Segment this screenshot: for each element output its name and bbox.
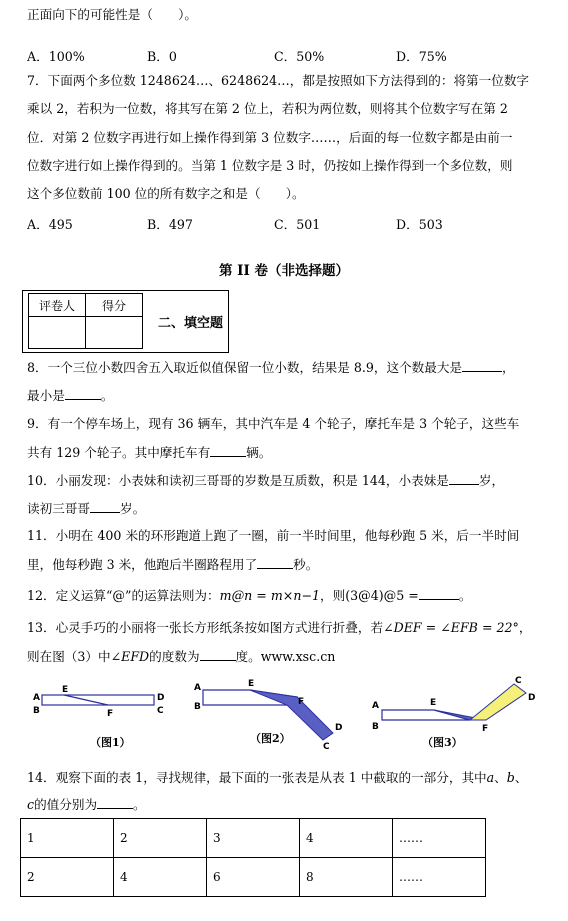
q10-blank-2[interactable] (90, 499, 120, 513)
q9-text: 共有 129 个轮子。其中摩托车有 (27, 445, 211, 460)
fig1-label-d: D (157, 693, 165, 703)
fig3-label-e: E (430, 698, 437, 708)
fig2-label-f: F (298, 697, 305, 707)
q14-blank[interactable] (97, 795, 133, 809)
fig3-yellow-part (470, 684, 526, 720)
q12-text: 12．定义运算“@”的运算法则为： (27, 588, 220, 603)
q14-text: 14．观察下面的表 1，寻找规律，最下面的一张表是从表 1 中截取的一部分，其中 (27, 770, 487, 785)
q13-line (27, 647, 335, 666)
q7-line: 位数字进行如上操作得到的。当第 1 位数字是 3 时，仍按如上操作得到一个多位数，则 (27, 158, 513, 173)
score-table (28, 293, 143, 349)
q14-end: 。 (133, 797, 146, 812)
q7-options (27, 214, 547, 232)
q9-end: 辆。 (246, 445, 272, 460)
q7-line: 7．下面两个多位数 1248624…、6248624…，都是按照如下方法得到的：将第一位数字 (27, 73, 530, 88)
q7-line: 乘以 2，若积为一位数，将其写在第 2 位上，若积为两位数，则将其个位数字写在第 2 (27, 101, 508, 116)
q6-option-b: B．0 (147, 49, 177, 64)
q7-option-a: A．495 (27, 217, 73, 232)
figure-2-caption: （图2） (250, 732, 291, 745)
q13-text: 13．心灵手巧的小丽将一张长方形纸条按如图方式进行折叠，若 (27, 620, 384, 635)
q14-var-b: b (506, 770, 515, 785)
q12-end: 。 (458, 588, 472, 603)
q6-option-a: A．100% (27, 49, 85, 64)
fig1-label-b: B (33, 706, 40, 716)
fig1-label-e: E (62, 685, 69, 695)
q8-line (27, 358, 515, 377)
table-cell: …… (393, 819, 486, 858)
q12-expression: (3@4)@5 = (345, 588, 419, 603)
q8-text: 8．一个三位小数四舍五入取近似值保留一位小数，结果是 8.9，这个数最大是 (27, 360, 463, 375)
q11-line: 11．小明在 400 米的环形跑道上跑了一圈，前一半时间里，他每秒跑 5 米，后一半时间 (27, 528, 520, 543)
q7-option-d: D．503 (396, 217, 443, 232)
figure-1 (33, 685, 164, 719)
score-cell-grader[interactable] (29, 317, 86, 349)
q6-stem-tail: 正面向下的可能性是（ ）。 (27, 7, 198, 22)
q10-text-2: 读初三哥哥 (27, 501, 90, 516)
q8-sep: ， (502, 360, 515, 375)
q8-line (27, 386, 113, 405)
table-1 (20, 818, 486, 897)
q14-var-a: a (486, 770, 495, 785)
table-cell: 4 (114, 858, 207, 897)
q11-blank[interactable] (257, 555, 293, 569)
q14-var-c: c (27, 797, 35, 812)
table-cell: 1 (21, 819, 114, 858)
table-cell: 6 (207, 858, 300, 897)
figure-3-caption: （图3） (422, 736, 463, 749)
q13-line (27, 619, 531, 637)
q12-formula: m@n = m×n−1 (219, 588, 320, 603)
q12-blank[interactable] (419, 586, 459, 600)
q10-unit-1: 岁， (478, 473, 505, 488)
q11-text: 里，他每秒跑 3 米，他跑后半圈路程用了 (27, 557, 258, 572)
fig1-label-f: F (107, 709, 114, 719)
q13-sep: ， (518, 620, 532, 635)
figure-1-caption: （图1） (90, 736, 131, 749)
q14-line (27, 795, 146, 814)
q7-line: 这个多位数前 100 位的所有数字之和是（ ）。 (27, 186, 305, 201)
q13-end: 度。www.xsc.cn (235, 649, 336, 664)
fig3-label-b: B (372, 722, 379, 732)
fig3-label-a: A (372, 701, 379, 711)
table-cell: …… (393, 858, 486, 897)
table-cell: 3 (207, 819, 300, 858)
section-title: 第 II 卷（非选择题） (218, 263, 350, 279)
table-row (21, 858, 486, 897)
q13-text-3: 的度数为 (149, 649, 200, 664)
q13-blank[interactable] (200, 647, 236, 661)
table-cell: 2 (21, 858, 114, 897)
q9-line (27, 443, 271, 462)
q10-text: 10．小丽发现：小表妹和读初三哥哥的岁数是互质数，积是 144，小表妹是 (27, 473, 449, 488)
fig2-label-b: B (194, 702, 201, 712)
q8-text-min: 最小是 (27, 388, 65, 403)
score-header-score: 得分 (86, 294, 143, 317)
q13-angle: ∠DEF = ∠EFB = 22° (383, 620, 519, 635)
q10-blank-1[interactable] (449, 471, 479, 485)
q12-text-2: ，则 (320, 588, 346, 603)
score-cell-score[interactable] (86, 317, 143, 349)
fig1-label-a: A (33, 693, 40, 703)
fig2-label-c: C (323, 742, 330, 750)
fill-in-section-title: 二、填空题 (158, 316, 224, 331)
q14-line (27, 769, 527, 787)
q11-end: 秒。 (293, 557, 319, 572)
q9-line: 9．有一个停车场上，现有 36 辆车，其中汽车是 4 个轮子，摩托车是 3 个轮子，这些车 (27, 416, 520, 431)
q14-sep-1: 、 (494, 770, 507, 785)
q9-blank[interactable] (210, 443, 246, 457)
q14-text-2: 的值分别为 (34, 797, 98, 812)
q13-text-2: 则在图（3）中 (27, 649, 111, 664)
fig1-strip (42, 695, 154, 705)
fig1-label-c: C (157, 706, 164, 716)
table-cell: 4 (300, 819, 393, 858)
table-cell: 2 (114, 819, 207, 858)
fig2-label-a: A (194, 683, 201, 693)
fig3-label-d: D (528, 693, 536, 703)
fig2-label-e: E (248, 679, 255, 689)
fig3-label-c: C (515, 676, 522, 686)
score-header-grader: 评卷人 (29, 294, 86, 317)
q8-blank-max[interactable] (462, 358, 502, 372)
q14-sep-2: 、 (514, 770, 528, 785)
q8-blank-min[interactable] (65, 386, 101, 400)
table-cell: 8 (300, 858, 393, 897)
q6-option-d: D．75% (396, 49, 447, 64)
q10-line (27, 471, 504, 490)
figure-3 (372, 676, 535, 734)
q8-end: 。 (100, 388, 114, 403)
fig1-fold-line (64, 695, 108, 705)
q6-options (27, 46, 547, 64)
table-row (21, 819, 486, 858)
q6-option-c: C．50% (274, 49, 325, 64)
q12-line (27, 586, 471, 605)
fig3-label-f: F (482, 724, 489, 734)
q7-option-b: B．497 (147, 217, 193, 232)
q10-unit-2: 岁。 (119, 501, 146, 516)
q7-option-c: C．501 (274, 217, 321, 232)
q10-line (27, 499, 145, 518)
q13-angle-efd: ∠EFD (110, 649, 150, 664)
fig2-label-d: D (335, 723, 343, 733)
q11-line (27, 555, 318, 574)
q7-line: 位．对第 2 位数字再进行如上操作得到第 3 位数字……，后面的每一位数字都是由前一 (27, 130, 513, 145)
